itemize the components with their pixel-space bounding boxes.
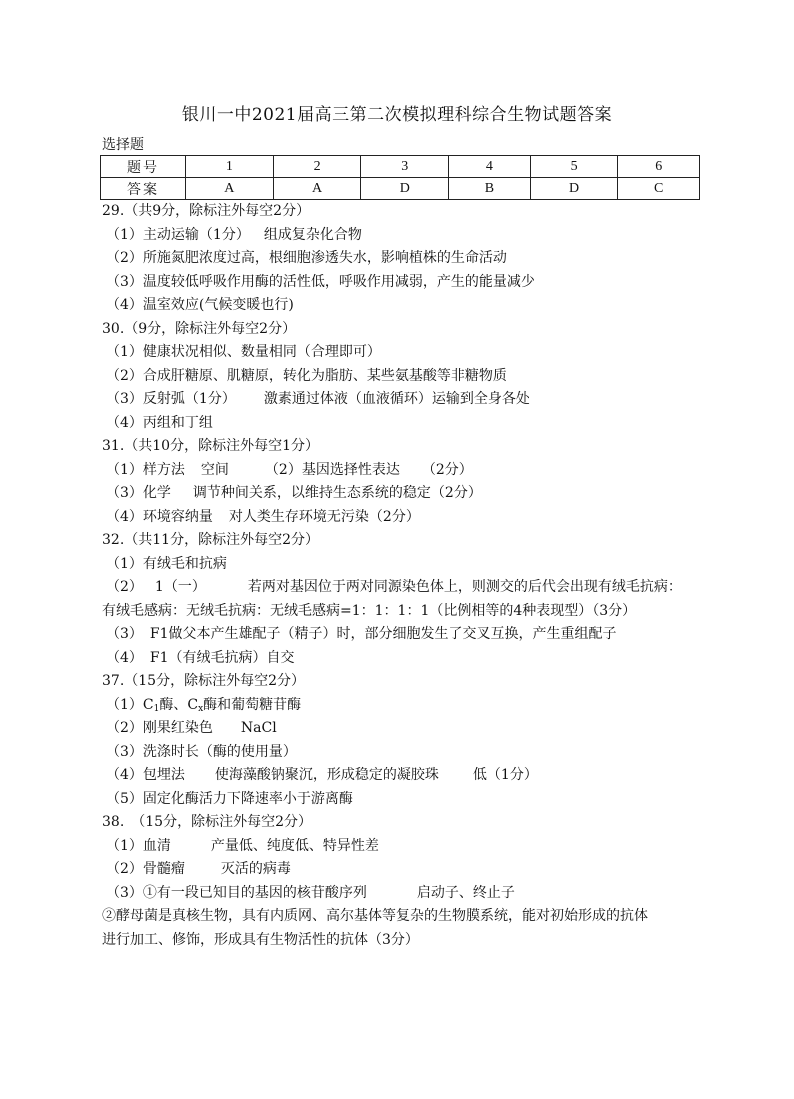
answer-line xyxy=(100,764,720,788)
answer-line: （2）所施氮肥浓度过高，根细胞渗透失水，影响植株的生命活动 xyxy=(106,250,507,266)
answer-text: （3）反射弧（1分） xyxy=(106,391,236,407)
answer-line xyxy=(100,694,720,718)
table-cell: 4 xyxy=(449,156,531,178)
table-cell: 3 xyxy=(361,156,449,178)
table-cell: C xyxy=(618,178,700,200)
answer-table xyxy=(100,155,700,200)
answer-text: （1）C xyxy=(106,696,154,713)
question-heading: 32.（共11分，除标注外每空2分） xyxy=(102,532,319,548)
answer-text: （3）化学 xyxy=(106,485,171,501)
answer-text: （2） xyxy=(106,579,143,595)
answer-text: 激素通过体液（血液循环）运输到全身各处 xyxy=(263,391,530,407)
answer-line xyxy=(100,459,720,483)
answer-text: 对人类生存环境无污染（2分） xyxy=(228,508,420,525)
answer-lines xyxy=(100,200,720,952)
answer-line: 有绒毛感病：无绒毛抗病：无绒毛感病=1：1：1：1（比例相等的4种表现型）（3分） xyxy=(102,602,637,619)
page-title: 银川一中2021届高三第二次模拟理科综合生物试题答案 xyxy=(181,105,613,125)
answer-line xyxy=(100,388,720,412)
choice-section-label: 选择题 xyxy=(102,137,144,153)
answer-line xyxy=(100,576,720,600)
answer-line: （5）固定化酶活力下降速率小于游离酶 xyxy=(106,790,353,807)
answer-line xyxy=(100,506,720,530)
question-heading: 31.（共10分，除标注外每空1分） xyxy=(102,438,319,454)
answer-line: （3）温度较低呼吸作用酶的活性低，呼吸作用减弱，产生的能量减少 xyxy=(106,273,535,290)
answer-text: （1）样方法 xyxy=(106,461,185,478)
table-cell: 5 xyxy=(530,156,618,178)
table-cell: A xyxy=(186,178,274,200)
table-cell: A xyxy=(273,178,361,200)
answer-text: 酶、C xyxy=(159,696,199,713)
answer-line: （4） F1（有绒毛抗病）自交 xyxy=(106,649,295,666)
question-heading: 29.（共9分，除标注外每空2分） xyxy=(102,203,311,219)
answer-text: （2分） xyxy=(421,461,473,478)
answer-text: （2）骨髓瘤 xyxy=(106,861,185,877)
answer-line xyxy=(100,835,720,859)
answer-text: 灭活的病毒 xyxy=(220,861,291,877)
answer-text: 产量低、纯度低、特异性差 xyxy=(210,837,379,854)
answer-text: 酶和葡萄糖苷酶 xyxy=(203,696,302,713)
table-cell: 2 xyxy=(273,156,361,178)
answer-text: 使海藻酸钠聚沉，形成稳定的凝胶珠 xyxy=(214,767,439,783)
answer-line: （3）洗涤时长（酶的使用量） xyxy=(106,743,297,760)
answer-line xyxy=(100,224,720,248)
answer-text: （1）血清 xyxy=(106,837,171,854)
subscript: 1 xyxy=(153,703,160,714)
table-row-header: 题号 xyxy=(101,156,186,178)
answer-text: NaCl xyxy=(240,720,277,736)
answer-text: （4）环境容纳量 xyxy=(106,508,213,525)
answer-text: （4）包埋法 xyxy=(106,767,185,783)
answer-line xyxy=(100,482,720,506)
answer-text: （3）①有一段已知目的基因的核苷酸序列 xyxy=(106,884,367,901)
answer-line: （3） F1做父本产生雄配子（精子）时，部分细胞发生了交叉互换，产生重组配子 xyxy=(106,626,617,642)
question-heading: 37.（15分，除标注外每空2分） xyxy=(102,673,305,689)
table-cell: 1 xyxy=(186,156,274,178)
answer-line: 进行加工、修饰，形成具有生物活性的抗体（3分） xyxy=(102,931,419,948)
answer-text: 低（1分） xyxy=(472,767,538,783)
answer-line xyxy=(100,858,720,882)
subscript: x xyxy=(198,703,204,714)
answer-line xyxy=(100,882,720,906)
question-heading: 38. （15分，除标注外每空2分） xyxy=(102,814,312,830)
answer-text: （2）基因选择性表达 xyxy=(264,461,400,478)
table-cell: 6 xyxy=(618,156,700,178)
answer-line: （2）合成肝糖原、肌糖原，转化为脂肪、某些氨基酸等非糖物质 xyxy=(106,367,507,384)
table-row xyxy=(101,178,700,200)
answer-line: ②酵母菌是真核生物，具有内质网、高尔基体等复杂的生物膜系统，能对初始形成的抗体 xyxy=(102,908,648,924)
table-cell: B xyxy=(449,178,531,200)
answer-text: （1）主动运输（1分） xyxy=(106,226,250,243)
answer-text: 空间 xyxy=(200,461,229,478)
answer-text: （2）刚果红染色 xyxy=(106,720,213,736)
question-heading: 30.（9分，除标注外每空2分） xyxy=(102,320,297,337)
answer-text: 若两对基因位于两对同源染色体上，则测交的后代会出现有绒毛抗病： xyxy=(247,579,682,595)
answer-line: （4）丙组和丁组 xyxy=(106,414,213,431)
answer-line: （1）健康状况相似、数量相同（合理即可） xyxy=(106,344,381,360)
table-cell: D xyxy=(361,178,449,200)
answer-text: 调节种间关系，以维持生态系统的稳定（2分） xyxy=(192,485,482,501)
answer-line: （4）温室效应(气候变暖也行) xyxy=(106,297,294,313)
table-row xyxy=(101,156,700,178)
table-cell: D xyxy=(530,178,618,200)
table-row-header: 答案 xyxy=(101,178,186,200)
answer-text: 组成复杂化合物 xyxy=(263,226,362,243)
answer-line: （1）有绒毛和抗病 xyxy=(106,555,227,572)
answer-text: 启动子、终止子 xyxy=(416,884,515,901)
answer-line xyxy=(100,717,720,741)
answer-text: 1（一） xyxy=(154,579,206,595)
